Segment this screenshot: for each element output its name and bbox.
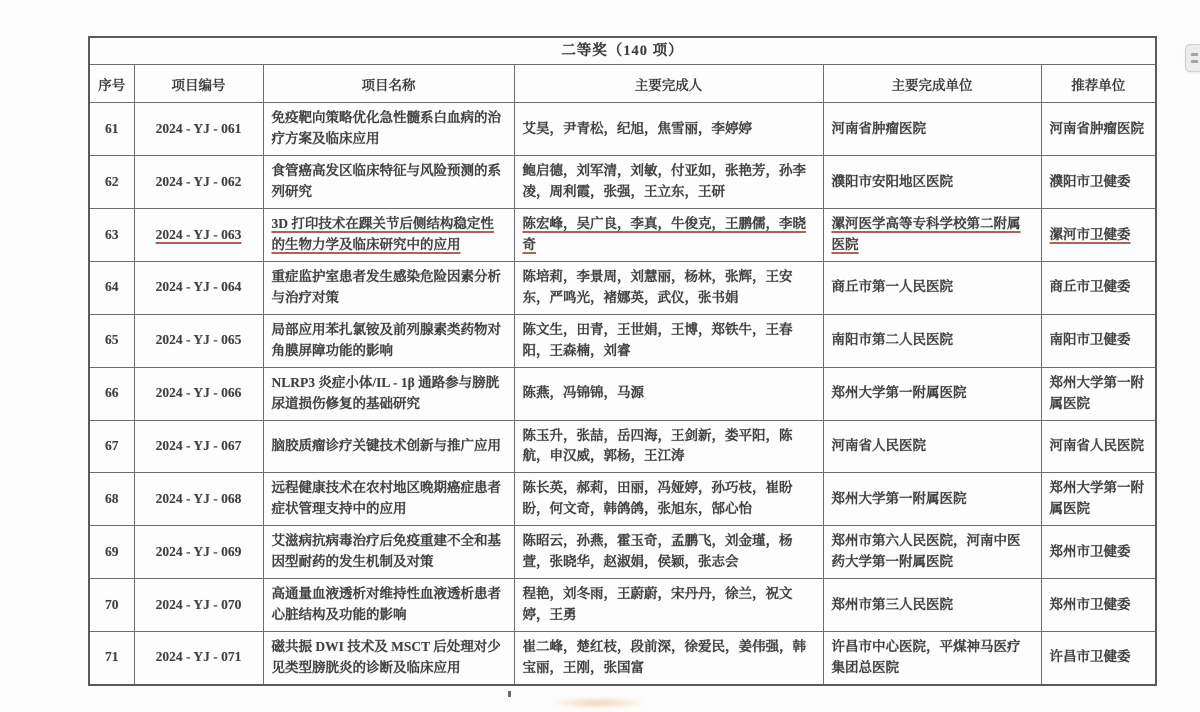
cell-recommender: 河南省肿瘤医院: [1041, 103, 1156, 156]
cell-recommender: 漯河市卫健委: [1041, 209, 1156, 262]
table-row: [89, 103, 1156, 156]
cell-name: 局部应用苯扎氯铵及前列腺素类药物对角膜屏障功能的影响: [263, 314, 514, 367]
cell-people: 陈培莉，李景周，刘慧丽，杨林，张辉，王安东，严鸣光，褚娜英，武仪，张书娟: [514, 262, 823, 315]
table-row: [89, 367, 1156, 420]
cell-unit: 郑州大学第一附属医院: [823, 367, 1041, 420]
column-header-6: 推荐单位: [1041, 65, 1156, 103]
table-row: [89, 420, 1156, 473]
table-header-row: [89, 65, 1156, 103]
cell-unit: 漯河医学高等专科学校第二附属医院: [823, 209, 1041, 262]
cell-recommender: 郑州大学第一附属医院: [1041, 473, 1156, 526]
cell-no: 70: [89, 579, 134, 632]
cell-unit: 河南省肿瘤医院: [823, 103, 1041, 156]
cell-no: 61: [89, 103, 134, 156]
cell-people: 陈长英，郝莉，田丽，冯娅婷，孙巧枝，崔盼盼，何文奇，韩鸽鸽，张旭东，郜心怡: [514, 473, 823, 526]
cell-name: 免疫靶向策略优化急性髓系白血病的治疗方案及临床应用: [263, 103, 514, 156]
scan-smudge-artifact: [552, 698, 644, 708]
cell-people: 艾昊，尹青松，纪旭，焦雪丽，李婷婷: [514, 103, 823, 156]
cell-people: 崔二峰，楚红枝，段前深，徐爱民，姜伟强，韩宝丽，王刚，张国富: [514, 631, 823, 684]
cell-people: 鲍启德，刘军清，刘敏，付亚如，张艳芳，孙李凌，周利霞，张强，王立东，王研: [514, 156, 823, 209]
cell-name: 磁共振 DWI 技术及 MSCT 后处理对少见类型膀胱炎的诊断及临床应用: [263, 631, 514, 684]
cell-people: 陈玉升，张喆，岳四海，王剑新，娄平阳，陈航，申汉威，郭杨，王江涛: [514, 420, 823, 473]
cell-no: 63: [89, 209, 134, 262]
table-row: [89, 314, 1156, 367]
cell-unit: 商丘市第一人民医院: [823, 262, 1041, 315]
table-row: [89, 156, 1156, 209]
table-row: [89, 579, 1156, 632]
cell-no: 65: [89, 314, 134, 367]
tool-dash-icon: [1191, 53, 1198, 56]
cell-name: 脑胶质瘤诊疗关键技术创新与推广应用: [263, 420, 514, 473]
cell-no: 71: [89, 631, 134, 684]
cell-recommender: 郑州大学第一附属医院: [1041, 367, 1156, 420]
cell-recommender: 商丘市卫健委: [1041, 262, 1156, 315]
cell-recommender: 许昌市卫健委: [1041, 631, 1156, 684]
table-row: [89, 526, 1156, 579]
table-title-row: [89, 37, 1156, 65]
cell-name: 高通量血液透析对维持性血液透析患者心脏结构及功能的影响: [263, 579, 514, 632]
award-table: [88, 36, 1157, 686]
table-row: [89, 473, 1156, 526]
cell-people: 程艳，刘冬雨，王蔚蔚，宋丹丹，徐兰，祝文婷，王勇: [514, 579, 823, 632]
cell-no: 66: [89, 367, 134, 420]
cell-unit: 郑州大学第一附属医院: [823, 473, 1041, 526]
cell-no: 67: [89, 420, 134, 473]
cell-no: 62: [89, 156, 134, 209]
cell-people: 陈燕，冯锦锦，马源: [514, 367, 823, 420]
column-header-1: 序号: [89, 65, 134, 103]
cell-name: NLRP3 炎症小体/IL - 1β 通路参与膀胱尿道损伤修复的基础研究: [263, 367, 514, 420]
tool-dash-icon: [1191, 60, 1198, 63]
cell-name: 艾滋病抗病毒治疗后免疫重建不全和基因型耐药的发生机制及对策: [263, 526, 514, 579]
cell-code: 2024 - YJ - 069: [134, 526, 263, 579]
cell-recommender: 郑州市卫健委: [1041, 526, 1156, 579]
cell-code: 2024 - YJ - 070: [134, 579, 263, 632]
cell-unit: 郑州市第六人民医院，河南中医药大学第一附属医院: [823, 526, 1041, 579]
table-row: [89, 262, 1156, 315]
floating-tool-widget[interactable]: [1185, 44, 1200, 72]
cell-people: 陈宏峰，吴广良，李真，牛俊克，王鹏儒，李晓奇: [514, 209, 823, 262]
scan-tick-artifact: [508, 691, 511, 697]
cell-no: 64: [89, 262, 134, 315]
cell-code: 2024 - YJ - 068: [134, 473, 263, 526]
cell-unit: 许昌市中心医院，平煤神马医疗集团总医院: [823, 631, 1041, 684]
cell-recommender: 河南省人民医院: [1041, 420, 1156, 473]
cell-people: 陈文生，田青，王世娟，王博，郑铁牛，王春阳，王森楠，刘睿: [514, 314, 823, 367]
cell-code: 2024 - YJ - 066: [134, 367, 263, 420]
cell-unit: 濮阳市安阳地区医院: [823, 156, 1041, 209]
table-title: 二等奖（140 项）: [89, 37, 1156, 65]
cell-name: 3D 打印技术在踝关节后侧结构稳定性的生物力学及临床研究中的应用: [263, 209, 514, 262]
column-header-3: 项目名称: [263, 65, 514, 103]
cell-name: 远程健康技术在农村地区晚期癌症患者症状管理支持中的应用: [263, 473, 514, 526]
cell-unit: 南阳市第二人民医院: [823, 314, 1041, 367]
cell-code: 2024 - YJ - 062: [134, 156, 263, 209]
cell-code: 2024 - YJ - 061: [134, 103, 263, 156]
award-grid: [88, 36, 1157, 686]
cell-code: 2024 - YJ - 065: [134, 314, 263, 367]
cell-code: 2024 - YJ - 067: [134, 420, 263, 473]
column-header-5: 主要完成单位: [823, 65, 1041, 103]
cell-no: 69: [89, 526, 134, 579]
cell-recommender: 郑州市卫健委: [1041, 579, 1156, 632]
cell-recommender: 濮阳市卫健委: [1041, 156, 1156, 209]
cell-unit: 河南省人民医院: [823, 420, 1041, 473]
cell-people: 陈昭云，孙燕，霍玉奇，孟鹏飞，刘金瑾，杨萱，张晓华，赵淑娟，侯颖，张志会: [514, 526, 823, 579]
cell-recommender: 南阳市卫健委: [1041, 314, 1156, 367]
cell-name: 食管癌高发区临床特征与风险预测的系列研究: [263, 156, 514, 209]
column-header-4: 主要完成人: [514, 65, 823, 103]
cell-code: 2024 - YJ - 064: [134, 262, 263, 315]
cell-name: 重症监护室患者发生感染危险因素分析与治疗对策: [263, 262, 514, 315]
table-row: [89, 631, 1156, 684]
column-header-2: 项目编号: [134, 65, 263, 103]
cell-no: 68: [89, 473, 134, 526]
table-row: [89, 209, 1156, 262]
cell-code: 2024 - YJ - 071: [134, 631, 263, 684]
cell-unit: 郑州市第三人民医院: [823, 579, 1041, 632]
cell-code: 2024 - YJ - 063: [134, 209, 263, 262]
